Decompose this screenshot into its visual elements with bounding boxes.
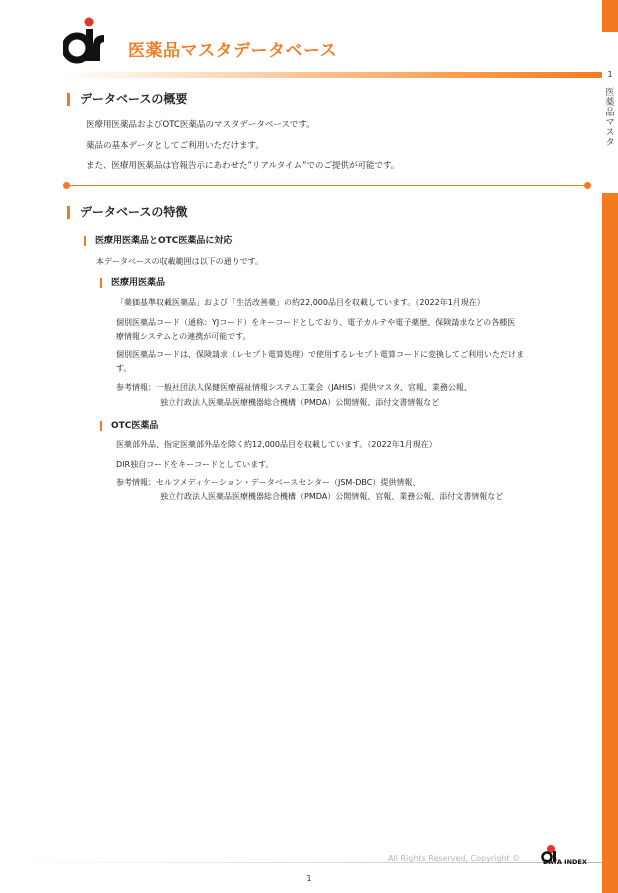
otc-drugs-line: 医薬部外品、指定医薬部外品を除く約12,000品目を収載しています。（2022年1月現在） [116, 440, 437, 449]
overview-line: 薬品の基本データとしてご利用いただけます。 [86, 141, 264, 151]
side-tab-top [602, 0, 618, 32]
features-intro: 本データベースの収載範囲は以下の通りです。 [96, 257, 263, 266]
page-number: 1 [306, 874, 312, 883]
side-tab-page-number: 1 [607, 70, 613, 79]
header-rule [60, 72, 602, 78]
overview-line: 医療用医薬品およびOTC医薬品のマスタデータベースです。 [86, 120, 315, 130]
brand-text: DATA INDEX [543, 858, 587, 866]
section-separator [66, 185, 588, 186]
ethical-drugs-line: す。 [116, 364, 132, 373]
features-subheading: 医療用医薬品とOTC医薬品に対応 [84, 236, 232, 246]
ethical-drugs-line: 個別医薬品コードは、保険請求（レセプト電算処理）で使用するレセプト電算コードに変換してご利用いただけま [116, 350, 524, 359]
features-heading: データベースの特徴 [67, 206, 187, 219]
ethical-drugs-line: 個別医薬品コード（通称：YJコード）をキーコードとしており、電子カルテや電子薬歴、保険請求などの各種医 [116, 318, 516, 327]
copyright-text: All Rights Reserved, Copyright © [388, 854, 521, 863]
company-logo-icon [63, 16, 105, 66]
separator-dot [584, 182, 591, 189]
otc-drugs-heading: OTC医薬品 [100, 421, 158, 431]
side-tab-bar [602, 193, 618, 893]
otc-drugs-line: DIR独自コードをキーコードとしています。 [116, 460, 274, 469]
ethical-drugs-reference: 参考情報：一般社団法人保健医療福祉情報システム工業会（JAHIS）提供マスタ、官報、業務公報、 [116, 383, 472, 392]
ethical-drugs-line: 療情報システムとの連携が可能です。 [116, 332, 251, 341]
ethical-drugs-line: 「薬価基準収載医薬品」および「生活改善薬」の約22,000品目を収載しています。（2022年1月現在） [116, 298, 485, 307]
data-index-logo-icon [536, 842, 602, 868]
ethical-drugs-heading: 医療用医薬品 [100, 278, 165, 288]
page-title: 医薬品マスタデータベース [128, 41, 338, 61]
ethical-drugs-reference: 独立行政法人医薬品医療機器総合機構（PMDA）公開情報、添付文書情報など [160, 398, 440, 407]
overview-heading: データベースの概要 [67, 93, 187, 106]
otc-drugs-reference: 独立行政法人医薬品医療機器総合機構（PMDA）公開情報、官報、業務公報、添付文書情報など [160, 492, 504, 501]
overview-line: また、医療用医薬品は官報告示にあわせた”リアルタイム”でのご提供が可能です。 [86, 161, 400, 171]
otc-drugs-reference: 参考情報：セルフメディケーション・データベースセンター（JSM-DBC）提供情報、 [116, 478, 421, 487]
side-tab-label: 医薬品マスタ [605, 88, 615, 148]
